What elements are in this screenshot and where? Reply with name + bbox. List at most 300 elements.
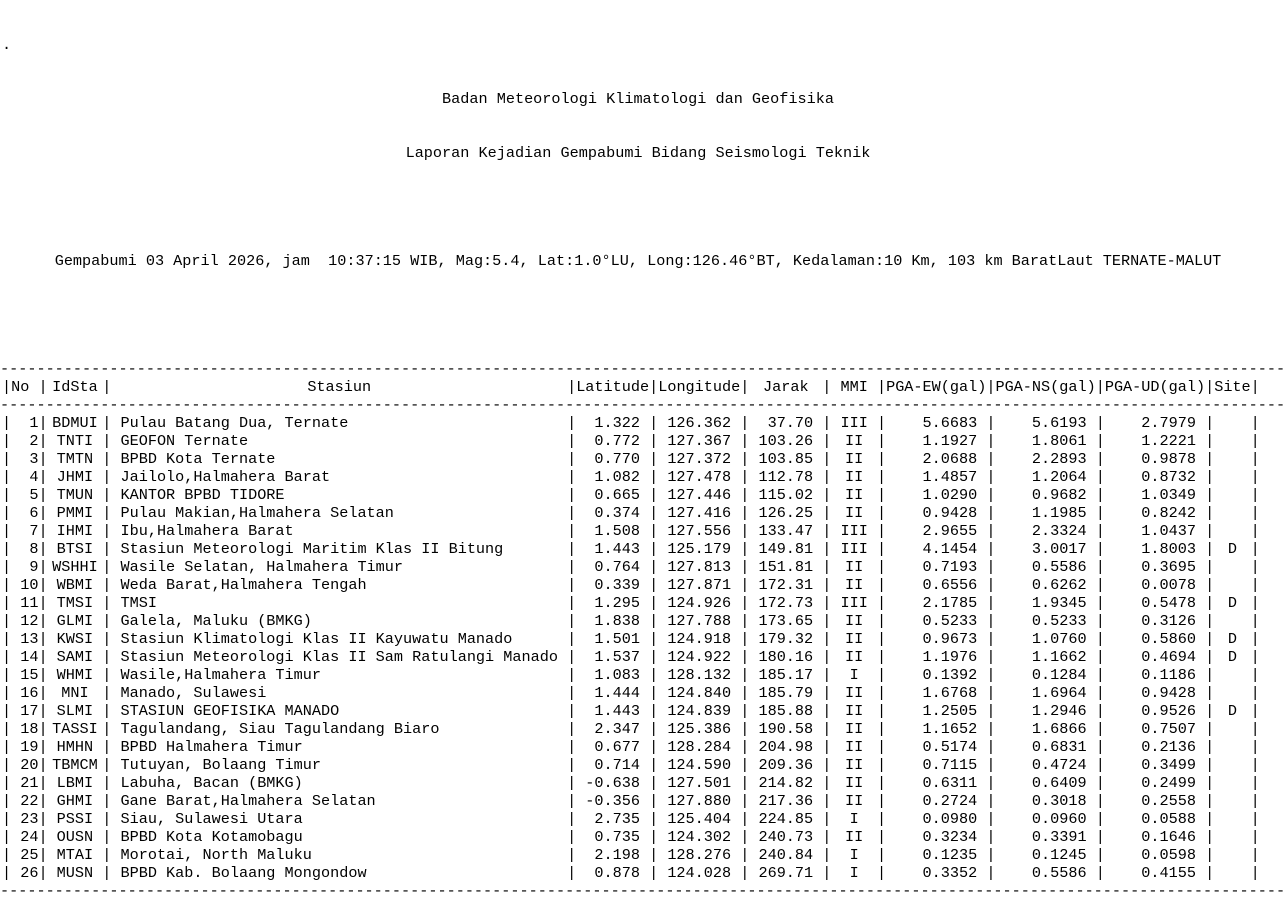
cell-lat: 1.295 bbox=[594, 594, 640, 612]
column-divider-icon: | bbox=[102, 738, 112, 756]
cell-idsta: BDMUI bbox=[52, 414, 98, 432]
cell-lon: 124.590 bbox=[667, 756, 732, 774]
cell-ns: 1.6866 bbox=[1031, 720, 1087, 738]
cell-ns: 1.0760 bbox=[1031, 630, 1087, 648]
column-divider-icon: | bbox=[1250, 666, 1260, 684]
column-divider-icon: | bbox=[986, 684, 996, 702]
column-divider-icon: | bbox=[876, 702, 887, 720]
cell-ns: 0.9682 bbox=[1031, 486, 1087, 504]
column-divider-icon: | bbox=[649, 792, 659, 810]
cell-lat: 0.714 bbox=[594, 756, 640, 774]
column-divider-icon: | bbox=[2, 504, 12, 522]
cell-lon: 125.386 bbox=[667, 720, 732, 738]
cell-no: 4 bbox=[29, 468, 39, 486]
column-divider-icon: | bbox=[649, 720, 659, 738]
column-divider-icon: | bbox=[1250, 846, 1260, 864]
column-divider-icon: | bbox=[1095, 702, 1105, 720]
cell-ew: 0.9673 bbox=[922, 630, 978, 648]
table-row bbox=[0, 666, 1276, 684]
column-divider-icon: | bbox=[1205, 702, 1215, 720]
cell-lon: 124.028 bbox=[667, 864, 732, 882]
column-divider-icon: | bbox=[822, 828, 832, 846]
cell-mmi: II bbox=[845, 504, 864, 522]
column-divider-icon: | bbox=[38, 540, 48, 558]
column-divider-icon: | bbox=[567, 846, 577, 864]
cell-lat: 1.082 bbox=[594, 468, 640, 486]
cell-lon: 126.362 bbox=[667, 414, 732, 432]
cell-idsta: TMTN bbox=[56, 450, 94, 468]
column-divider-icon: | bbox=[1205, 576, 1215, 594]
column-divider-icon: | bbox=[740, 846, 750, 864]
column-divider-icon: | bbox=[649, 504, 659, 522]
column-divider-icon: | bbox=[102, 630, 112, 648]
station-table bbox=[0, 360, 1285, 900]
column-divider-icon: | bbox=[740, 522, 750, 540]
cell-ns: 5.6193 bbox=[1031, 414, 1087, 432]
cell-ew: 2.1785 bbox=[922, 594, 978, 612]
column-divider-icon: | bbox=[1095, 378, 1105, 396]
table-row bbox=[0, 648, 1276, 666]
column-divider-icon: | bbox=[567, 558, 577, 576]
column-divider-icon: | bbox=[1250, 702, 1260, 720]
table-row bbox=[0, 828, 1276, 846]
column-divider-icon: | bbox=[1250, 756, 1260, 774]
table-row bbox=[0, 756, 1276, 774]
cell-lat: 2.198 bbox=[594, 846, 640, 864]
cell-ud: 2.7979 bbox=[1141, 414, 1196, 432]
cell-jarak: 240.73 bbox=[758, 828, 814, 846]
column-divider-icon: | bbox=[876, 504, 887, 522]
cell-lon: 125.179 bbox=[667, 540, 732, 558]
column-divider-icon: | bbox=[102, 378, 112, 396]
column-divider-icon: | bbox=[567, 666, 577, 684]
cell-ud: 0.9878 bbox=[1141, 450, 1196, 468]
column-divider-icon: | bbox=[740, 450, 750, 468]
column-divider-icon: | bbox=[102, 702, 112, 720]
column-divider-icon: | bbox=[1095, 738, 1105, 756]
column-divider-icon: | bbox=[876, 684, 887, 702]
cell-mmi: II bbox=[845, 774, 864, 792]
cell-ud: 0.1646 bbox=[1141, 828, 1196, 846]
cell-site bbox=[1214, 828, 1250, 846]
column-divider-icon: | bbox=[38, 414, 48, 432]
cell-ns: 2.3324 bbox=[1031, 522, 1087, 540]
column-divider-icon: | bbox=[822, 432, 832, 450]
column-divider-icon: | bbox=[2, 540, 12, 558]
cell-ud: 0.7507 bbox=[1141, 720, 1196, 738]
cell-lat: 1.501 bbox=[594, 630, 640, 648]
cell-stasiun: Stasiun Meteorologi Maritim Klas II Bitung bbox=[120, 540, 504, 558]
column-divider-icon: | bbox=[1205, 684, 1215, 702]
cell-jarak: 204.98 bbox=[758, 738, 814, 756]
column-divider-icon: | bbox=[740, 468, 750, 486]
cell-mmi: III bbox=[840, 594, 868, 612]
cell-no: 2 bbox=[29, 432, 39, 450]
column-divider-icon: | bbox=[649, 630, 659, 648]
cell-ew: 0.5174 bbox=[922, 738, 978, 756]
column-header-ns: PGA-NS(gal) bbox=[995, 378, 1096, 396]
cell-site: D bbox=[1227, 630, 1237, 648]
column-divider-icon: | bbox=[1205, 738, 1215, 756]
cell-site bbox=[1214, 720, 1250, 738]
cell-jarak: 185.17 bbox=[758, 666, 814, 684]
cell-idsta: WHMI bbox=[56, 666, 94, 684]
cell-ud: 0.3499 bbox=[1141, 756, 1196, 774]
cell-site bbox=[1214, 558, 1250, 576]
column-divider-icon: | bbox=[1095, 810, 1105, 828]
column-divider-icon: | bbox=[2, 756, 12, 774]
cell-ew: 0.1235 bbox=[922, 846, 978, 864]
cell-lat: 0.878 bbox=[594, 864, 640, 882]
column-divider-icon: | bbox=[1205, 540, 1215, 558]
cell-ud: 1.0349 bbox=[1141, 486, 1196, 504]
column-divider-icon: | bbox=[822, 630, 832, 648]
column-divider-icon: | bbox=[986, 630, 996, 648]
column-divider-icon: | bbox=[986, 738, 996, 756]
column-divider-icon: | bbox=[740, 756, 750, 774]
column-divider-icon: | bbox=[102, 450, 112, 468]
cell-lon: 127.478 bbox=[667, 468, 732, 486]
cell-ud: 0.9428 bbox=[1141, 684, 1196, 702]
table-row bbox=[0, 612, 1276, 630]
column-divider-icon: | bbox=[567, 792, 577, 810]
cell-lat: 2.735 bbox=[594, 810, 640, 828]
column-divider-icon: | bbox=[986, 468, 996, 486]
column-divider-icon: | bbox=[649, 468, 659, 486]
column-divider-icon: | bbox=[567, 720, 577, 738]
cell-ns: 0.5586 bbox=[1031, 864, 1087, 882]
table-row bbox=[0, 774, 1276, 792]
cell-ud: 0.8242 bbox=[1141, 504, 1196, 522]
column-divider-icon: | bbox=[1250, 828, 1260, 846]
column-divider-icon: | bbox=[38, 666, 48, 684]
cell-ew: 1.1976 bbox=[922, 648, 978, 666]
cell-ns: 1.1985 bbox=[1031, 504, 1087, 522]
column-divider-icon: | bbox=[567, 738, 577, 756]
column-divider-icon: | bbox=[822, 720, 832, 738]
column-divider-icon: | bbox=[102, 486, 112, 504]
column-divider-icon: | bbox=[567, 630, 577, 648]
cell-site bbox=[1214, 414, 1250, 432]
cell-lat: 1.508 bbox=[594, 522, 640, 540]
column-divider-icon: | bbox=[876, 612, 887, 630]
cell-ud: 0.2558 bbox=[1141, 792, 1196, 810]
cell-stasiun: Stasiun Meteorologi Klas II Sam Ratulangi Manado bbox=[120, 648, 558, 666]
cell-ud: 0.5478 bbox=[1141, 594, 1196, 612]
column-divider-icon: | bbox=[740, 486, 750, 504]
column-divider-icon: | bbox=[102, 540, 112, 558]
column-divider-icon: | bbox=[2, 810, 12, 828]
column-divider-icon: | bbox=[1205, 378, 1215, 396]
column-divider-icon: | bbox=[1250, 792, 1260, 810]
cell-stasiun: Weda Barat,Halmahera Tengah bbox=[120, 576, 367, 594]
column-divider-icon: | bbox=[567, 540, 577, 558]
column-divider-icon: | bbox=[2, 684, 12, 702]
column-divider-icon: | bbox=[740, 504, 750, 522]
cell-stasiun: Wasile Selatan, Halmahera Timur bbox=[120, 558, 404, 576]
column-divider-icon: | bbox=[1205, 432, 1215, 450]
cell-mmi: II bbox=[845, 612, 864, 630]
column-divider-icon: | bbox=[986, 432, 996, 450]
cell-ew: 5.6683 bbox=[922, 414, 978, 432]
cell-no: 1 bbox=[29, 414, 39, 432]
column-divider-icon: | bbox=[2, 522, 12, 540]
column-divider-icon: | bbox=[876, 756, 887, 774]
stray-dot: . bbox=[2, 36, 12, 54]
column-divider-icon: | bbox=[986, 774, 996, 792]
column-header-mmi: MMI bbox=[840, 378, 868, 396]
column-divider-icon: | bbox=[822, 864, 832, 882]
cell-ew: 0.3234 bbox=[922, 828, 978, 846]
column-divider-icon: | bbox=[822, 612, 832, 630]
cell-idsta: WBMI bbox=[56, 576, 94, 594]
cell-ew: 0.2724 bbox=[922, 792, 978, 810]
column-divider-icon: | bbox=[102, 720, 112, 738]
cell-lon: 128.132 bbox=[667, 666, 732, 684]
cell-lat: 1.443 bbox=[594, 702, 640, 720]
cell-lon: 128.284 bbox=[667, 738, 732, 756]
cell-lat: 0.665 bbox=[594, 486, 640, 504]
column-divider-icon: | bbox=[822, 666, 832, 684]
cell-jarak: 190.58 bbox=[758, 720, 814, 738]
column-divider-icon: | bbox=[38, 522, 48, 540]
column-divider-icon: | bbox=[1205, 468, 1215, 486]
column-divider-icon: | bbox=[740, 774, 750, 792]
column-divider-icon: | bbox=[876, 648, 887, 666]
column-header-jarak: Jarak bbox=[763, 378, 809, 396]
column-divider-icon: | bbox=[986, 450, 996, 468]
column-divider-icon: | bbox=[567, 432, 577, 450]
column-divider-icon: | bbox=[876, 666, 887, 684]
cell-no: 5 bbox=[29, 486, 39, 504]
cell-site bbox=[1214, 576, 1250, 594]
cell-site bbox=[1214, 774, 1250, 792]
column-divider-icon: | bbox=[1250, 414, 1260, 432]
cell-ud: 0.2499 bbox=[1141, 774, 1196, 792]
cell-no: 18 bbox=[20, 720, 39, 738]
cell-no: 25 bbox=[20, 846, 39, 864]
cell-stasiun: Tutuyan, Bolaang Timur bbox=[120, 756, 321, 774]
column-divider-icon: | bbox=[822, 576, 832, 594]
cell-lat: 0.764 bbox=[594, 558, 640, 576]
cell-idsta: MTAI bbox=[56, 846, 94, 864]
cell-no: 26 bbox=[20, 864, 39, 882]
cell-site bbox=[1214, 810, 1250, 828]
column-divider-icon: | bbox=[740, 576, 750, 594]
column-divider-icon: | bbox=[822, 756, 832, 774]
column-divider-icon: | bbox=[2, 774, 12, 792]
cell-jarak: 151.81 bbox=[758, 558, 814, 576]
column-divider-icon: | bbox=[567, 828, 577, 846]
column-divider-icon: | bbox=[822, 774, 832, 792]
column-divider-icon: | bbox=[986, 666, 996, 684]
column-divider-icon: | bbox=[740, 630, 750, 648]
column-divider-icon: | bbox=[38, 738, 48, 756]
column-divider-icon: | bbox=[1250, 720, 1260, 738]
column-divider-icon: | bbox=[986, 504, 996, 522]
column-divider-icon: | bbox=[567, 414, 577, 432]
cell-ew: 0.1392 bbox=[922, 666, 978, 684]
cell-stasiun: BPBD Kab. Bolaang Mongondow bbox=[120, 864, 367, 882]
cell-ew: 0.9428 bbox=[922, 504, 978, 522]
cell-no: 16 bbox=[20, 684, 39, 702]
cell-ns: 0.0960 bbox=[1031, 810, 1087, 828]
column-divider-icon: | bbox=[649, 864, 659, 882]
column-divider-icon: | bbox=[2, 378, 12, 396]
column-divider-icon: | bbox=[649, 846, 659, 864]
column-divider-icon: | bbox=[38, 594, 48, 612]
column-divider-icon: | bbox=[1205, 846, 1215, 864]
column-divider-icon: | bbox=[876, 738, 887, 756]
column-divider-icon: | bbox=[2, 414, 12, 432]
cell-idsta: TASSI bbox=[52, 720, 98, 738]
column-divider-icon: | bbox=[2, 792, 12, 810]
cell-lat: 1.537 bbox=[594, 648, 640, 666]
cell-site bbox=[1214, 450, 1250, 468]
cell-mmi: II bbox=[845, 558, 864, 576]
column-divider-icon: | bbox=[740, 540, 750, 558]
column-divider-icon: | bbox=[102, 594, 112, 612]
column-divider-icon: | bbox=[1250, 576, 1260, 594]
cell-lon: 124.918 bbox=[667, 630, 732, 648]
column-divider-icon: | bbox=[876, 720, 887, 738]
cell-idsta: PMMI bbox=[56, 504, 94, 522]
cell-ns: 0.6262 bbox=[1031, 576, 1087, 594]
cell-ud: 0.0588 bbox=[1141, 810, 1196, 828]
column-divider-icon: | bbox=[876, 468, 887, 486]
column-divider-icon: | bbox=[567, 450, 577, 468]
column-divider-icon: | bbox=[102, 666, 112, 684]
column-divider-icon: | bbox=[1250, 774, 1260, 792]
cell-ns: 0.5586 bbox=[1031, 558, 1087, 576]
column-divider-icon: | bbox=[1250, 594, 1260, 612]
column-divider-icon: | bbox=[649, 810, 659, 828]
cell-ud: 0.0078 bbox=[1141, 576, 1196, 594]
cell-jarak: 209.36 bbox=[758, 756, 814, 774]
column-divider-icon: | bbox=[567, 594, 577, 612]
cell-ew: 1.2505 bbox=[922, 702, 978, 720]
cell-jarak: 179.32 bbox=[758, 630, 814, 648]
cell-no: 19 bbox=[20, 738, 39, 756]
column-divider-icon: | bbox=[740, 558, 750, 576]
column-divider-icon: | bbox=[1250, 612, 1260, 630]
cell-ew: 4.1454 bbox=[922, 540, 978, 558]
column-divider-icon: | bbox=[102, 792, 112, 810]
cell-ns: 1.2064 bbox=[1031, 468, 1087, 486]
cell-mmi: II bbox=[845, 684, 864, 702]
column-divider-icon: | bbox=[649, 486, 659, 504]
cell-stasiun: Jailolo,Halmahera Barat bbox=[120, 468, 331, 486]
cell-lon: 127.788 bbox=[667, 612, 732, 630]
column-divider-icon: | bbox=[1095, 594, 1105, 612]
column-divider-icon: | bbox=[567, 576, 577, 594]
column-divider-icon: | bbox=[822, 846, 832, 864]
column-divider-icon: | bbox=[2, 468, 12, 486]
cell-lat: 1.838 bbox=[594, 612, 640, 630]
event-summary: Gempabumi 03 April 2026, jam 10:37:15 WIB, Mag:5.4, Lat:1.0°LU, Long:126.46°BT, Kedalaman:10 Km, 103 km BaratLaut TERNATE-MALUT bbox=[54, 252, 1222, 270]
cell-ew: 1.0290 bbox=[922, 486, 978, 504]
column-divider-icon: | bbox=[102, 810, 112, 828]
column-divider-icon: | bbox=[1095, 414, 1105, 432]
column-divider-icon: | bbox=[1205, 864, 1215, 882]
cell-no: 3 bbox=[29, 450, 39, 468]
column-header-idsta: IdSta bbox=[52, 378, 98, 396]
cell-idsta: OUSN bbox=[56, 828, 94, 846]
table-row bbox=[0, 720, 1276, 738]
column-divider-icon: | bbox=[822, 486, 832, 504]
column-divider-icon: | bbox=[1095, 450, 1105, 468]
column-divider-icon: | bbox=[1250, 486, 1260, 504]
column-divider-icon: | bbox=[649, 414, 659, 432]
cell-idsta: KWSI bbox=[56, 630, 94, 648]
cell-ew: 1.6768 bbox=[922, 684, 978, 702]
column-divider-icon: | bbox=[1205, 504, 1215, 522]
column-divider-icon: | bbox=[649, 576, 659, 594]
cell-mmi: II bbox=[845, 648, 864, 666]
cell-mmi: III bbox=[840, 414, 868, 432]
table-row bbox=[0, 864, 1276, 882]
cell-stasiun: BPBD Halmahera Timur bbox=[120, 738, 303, 756]
column-divider-icon: | bbox=[38, 774, 48, 792]
column-divider-icon: | bbox=[2, 864, 12, 882]
cell-no: 13 bbox=[20, 630, 39, 648]
column-divider-icon: | bbox=[649, 612, 659, 630]
column-divider-icon: | bbox=[876, 522, 887, 540]
cell-lon: 124.839 bbox=[667, 702, 732, 720]
column-divider-icon: | bbox=[2, 486, 12, 504]
column-divider-icon: | bbox=[986, 522, 996, 540]
column-divider-icon: | bbox=[822, 468, 832, 486]
column-divider-icon: | bbox=[2, 846, 12, 864]
column-divider-icon: | bbox=[102, 414, 112, 432]
cell-ns: 1.9345 bbox=[1031, 594, 1087, 612]
cell-jarak: 217.36 bbox=[758, 792, 814, 810]
table-row bbox=[0, 576, 1276, 594]
cell-ud: 0.4155 bbox=[1141, 864, 1196, 882]
column-divider-icon: | bbox=[876, 540, 887, 558]
table-row bbox=[0, 504, 1276, 522]
cell-mmi: I bbox=[849, 846, 859, 864]
cell-stasiun: Galela, Maluku (BMKG) bbox=[120, 612, 312, 630]
cell-stasiun: Pulau Makian,Halmahera Selatan bbox=[120, 504, 394, 522]
cell-site bbox=[1214, 792, 1250, 810]
blank-line bbox=[0, 198, 1276, 216]
column-divider-icon: | bbox=[876, 810, 887, 828]
cell-lon: 124.922 bbox=[667, 648, 732, 666]
cell-ew: 0.3352 bbox=[922, 864, 978, 882]
column-divider-icon: | bbox=[1205, 630, 1215, 648]
column-divider-icon: | bbox=[986, 594, 996, 612]
column-divider-icon: | bbox=[2, 738, 12, 756]
cell-lat: -0.638 bbox=[585, 774, 640, 792]
table-separator: --------------------------------------------------------------------------------------------------------------------------------------------- bbox=[0, 396, 1285, 414]
cell-stasiun: KANTOR BPBD TIDORE bbox=[120, 486, 285, 504]
column-header-lat: Latitude bbox=[576, 378, 650, 396]
table-row bbox=[0, 630, 1276, 648]
cell-ns: 1.8061 bbox=[1031, 432, 1087, 450]
column-divider-icon: | bbox=[1205, 486, 1215, 504]
column-divider-icon: | bbox=[567, 648, 577, 666]
report-title: Laporan Kejadian Gempabumi Bidang Seismologi Teknik bbox=[405, 144, 871, 162]
cell-jarak: 185.79 bbox=[758, 684, 814, 702]
column-divider-icon: | bbox=[740, 810, 750, 828]
table-row bbox=[0, 540, 1276, 558]
column-divider-icon: | bbox=[1250, 450, 1260, 468]
column-divider-icon: | bbox=[1250, 468, 1260, 486]
table-row bbox=[0, 486, 1276, 504]
column-divider-icon: | bbox=[649, 432, 659, 450]
cell-no: 6 bbox=[29, 504, 39, 522]
